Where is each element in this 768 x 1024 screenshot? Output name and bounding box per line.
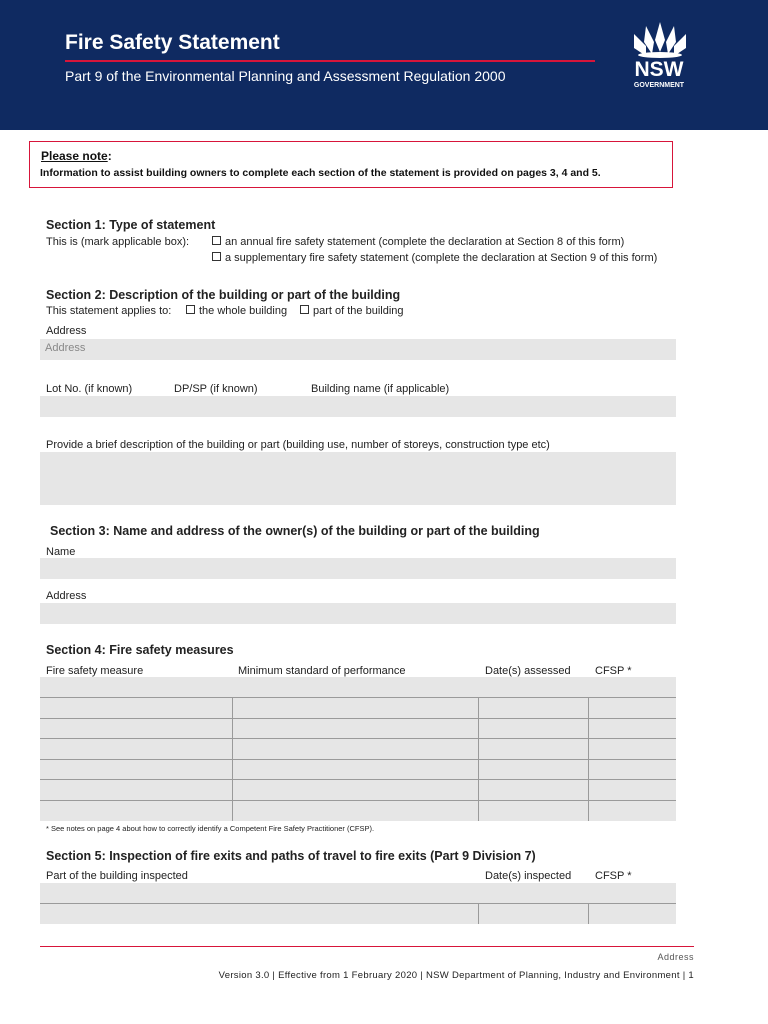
annual-statement-option[interactable] [212,236,624,248]
description-field[interactable] [40,452,676,505]
section4-heading: Section 4: Fire safety measures [46,643,234,657]
owner-address-label: Address [46,590,87,602]
col-minimum-standard: Minimum standard of performance [238,665,406,677]
checkbox-icon[interactable] [212,252,221,261]
note-title-text: Please note [41,149,108,163]
table-row-divider [40,718,676,719]
table-row-divider [40,759,676,760]
checkbox-icon[interactable] [300,305,309,314]
building-address-label: Address [46,325,87,337]
table-col-divider [478,903,479,924]
fire-safety-measures-table[interactable] [40,677,676,821]
note-title-colon: : [107,149,112,163]
supplementary-statement-label: a supplementary fire safety statement (complete the declaration at Section 9 of this form) [225,252,658,264]
footer-address: Address [657,952,694,962]
dpsp-label: DP/SP (if known) [174,383,258,395]
table-col-divider [588,697,589,821]
logo-subtext: GOVERNMENT [633,82,685,89]
table-row-divider [40,903,676,904]
description-label: Provide a brief description of the building or part (building use, number of storeys, construction type etc) [46,439,550,451]
col-cfsp: CFSP * [595,665,632,677]
col-dates-inspected: Date(s) inspected [485,870,572,882]
part-building-label: part of the building [313,305,404,317]
title-divider [65,60,595,62]
section1-heading: Section 1: Type of statement [46,218,216,232]
section5-heading: Section 5: Inspection of fire exits and paths of travel to fire exits (Part 9 Division 7) [46,849,536,863]
cfsp-footnote: * See notes on page 4 about how to correctly identify a Competent Fire Safety Practitioner (CFSP). [46,824,375,833]
table-col-divider [588,903,589,924]
lot-label: Lot No. (if known) [46,383,133,395]
col-cfsp-s5: CFSP * [595,870,632,882]
building-name-label: Building name (if applicable) [311,383,450,395]
fire-exits-table[interactable] [40,883,676,924]
table-row-divider [40,779,676,780]
col-part-inspected: Part of the building inspected [46,870,188,882]
section2-heading: Section 2: Description of the building or part of the building [46,288,401,302]
col-fire-safety-measure: Fire safety measure [46,665,144,677]
building-address-placeholder: Address [45,342,86,354]
please-note-box [29,141,673,188]
table-row-divider [40,738,676,739]
footer-divider [40,946,694,947]
page-subtitle: Part 9 of the Environmental Planning and Assessment Regulation 2000 [65,68,506,84]
checkbox-icon[interactable] [186,305,195,314]
part-building-option[interactable] [300,305,404,317]
supplementary-statement-option[interactable] [212,252,657,264]
footer-version: Version 3.0 | Effective from 1 February 2020 | NSW Department of Planning, Industry and Environment | 1 [218,970,694,981]
annual-statement-label: an annual fire safety statement (complete the declaration at Section 8 of this form) [225,236,625,248]
table-col-divider [232,697,233,821]
col-dates-assessed: Date(s) assessed [485,665,571,677]
applies-prompt: This statement applies to: [46,305,172,317]
note-title [41,149,112,163]
owner-address-field[interactable] [40,603,676,624]
owner-name-field[interactable] [40,558,676,579]
checkbox-icon[interactable] [212,236,221,245]
logo-wordmark: NSW [634,58,684,81]
building-address-field[interactable] [40,339,676,360]
note-body: Information to assist building owners to complete each section of the statement is provided on pages 3, 4 and 5. [40,167,601,179]
table-row-divider [40,800,676,801]
owner-name-label: Name [46,546,76,558]
whole-building-option[interactable] [186,305,287,317]
table-row-divider [40,697,676,698]
header-banner [0,0,768,130]
section3-heading: Section 3: Name and address of the owner(s) of the building or part of the building [50,524,540,538]
whole-building-label: the whole building [199,305,288,317]
section1-prompt: This is (mark applicable box): [46,236,190,248]
page-title: Fire Safety Statement [65,31,280,54]
lot-dpsp-name-field[interactable] [40,396,676,417]
table-col-divider [478,697,479,821]
